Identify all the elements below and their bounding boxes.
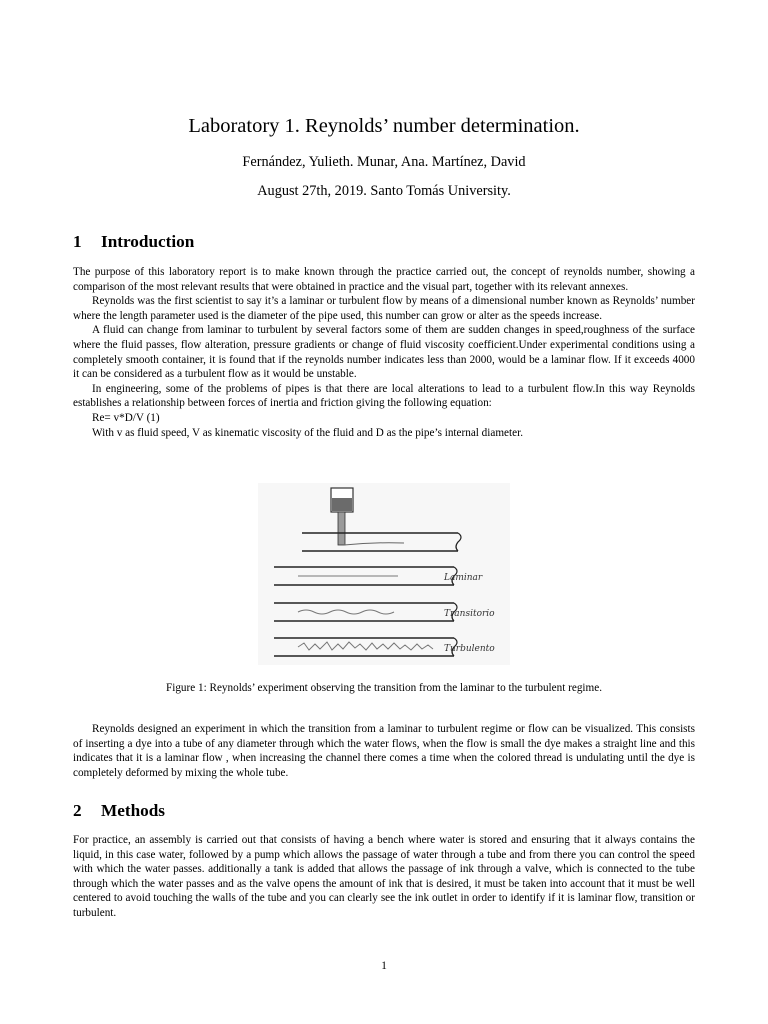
- section-heading-introduction: [73, 231, 194, 253]
- introduction-after-figure: [73, 722, 695, 780]
- section-title: Methods: [101, 801, 165, 820]
- author-list: Fernández, Yulieth. Munar, Ana. Martínez, David: [242, 154, 526, 170]
- reynolds-experiment-illustration: [258, 483, 510, 665]
- paragraph: Reynolds designed an experiment in which the transition from a laminar to turbulent regime or flow can be visualized. This consists of inserting a dye into a tube of any diameter through which the water flows, when the flow is small the dye makes a straight line and this indicates that it is a laminar flow , when increasing the channel there comes a time when the colored thread is undulating until the dye is completely deformed by mixing the whole tube.: [73, 723, 695, 779]
- paragraph: With v as fluid speed, V as kinematic viscosity of the fluid and D as the pipe’s internal diameter.: [92, 426, 524, 439]
- date-affiliation: August 27th, 2019. Santo Tomás University.: [257, 183, 511, 199]
- equation: Re= v*D/V (1): [92, 411, 160, 424]
- label-turbulento: Turbulento: [444, 644, 495, 654]
- paragraph: Reynolds was the first scientist to say it’s a laminar or turbulent flow by means of a dimensional number known as Reynolds’ number where the length parameter used is the diameter of the pipe used, this number can grow or alter as the speeds increase.: [73, 295, 695, 322]
- section-number: 1: [73, 232, 82, 251]
- section-title: Introduction: [101, 232, 195, 251]
- paragraph: In engineering, some of the problems of pipes is that there are local alterations to lead to a turbulent flow.In this way Reynolds establishes a relationship between forces of inertia and friction giving the following equation:: [73, 382, 695, 410]
- introduction-body: [73, 265, 695, 440]
- label-transitorio: Transitorio: [444, 609, 495, 619]
- paragraph: For practice, an assembly is carried out that consists of having a bench where water is stored and ensuring that it always contains the liquid, in this case water, followed by a pump which allows the passage of water through a tube and from there you can control the speed with which the water passes. additionally a tank is added that allows the passage of ink through a valve, which is connected to the tube through which the water passes and as the valve opens the amount of ink that is desired, it must be taken into account that it must be well centered to avoid touching the walls of the tube and you can clearly see the ink outlet in order to identify if it is laminar flow, transition or turbulent.: [73, 834, 695, 919]
- paragraph: The purpose of this laboratory report is to make known through the practice carried out, the concept of reynolds number, showing a comparison of the most relevant results that were obtained in practice and the visual part, together with its relevant annexes.: [73, 266, 695, 293]
- section-heading-methods: [73, 800, 165, 822]
- page-number: 1: [381, 960, 387, 972]
- label-laminar: Laminar: [444, 573, 483, 583]
- methods-body: [73, 833, 695, 921]
- figure-reynolds-experiment: [258, 483, 510, 665]
- paragraph: A fluid can change from laminar to turbulent by several factors some of them are sudden changes in speed,roughness of the surface where the fluid passes, flow alteration, pressure gradients or change of fluid viscosity coefficient.Under experimental conditions using a completely smooth container, it is found that if the reynolds number indicates less than 2000, would be a laminar flow. If it exceeds 4000 it can be considered as a turbulent flow as it would be unstable.: [73, 324, 695, 381]
- paper-title: Laboratory 1. Reynolds’ number determination.: [188, 115, 580, 137]
- section-number: 2: [73, 801, 82, 820]
- figure-caption: Figure 1: Reynolds’ experiment observing the transition from the laminar to the turbulent regime.: [165, 682, 602, 694]
